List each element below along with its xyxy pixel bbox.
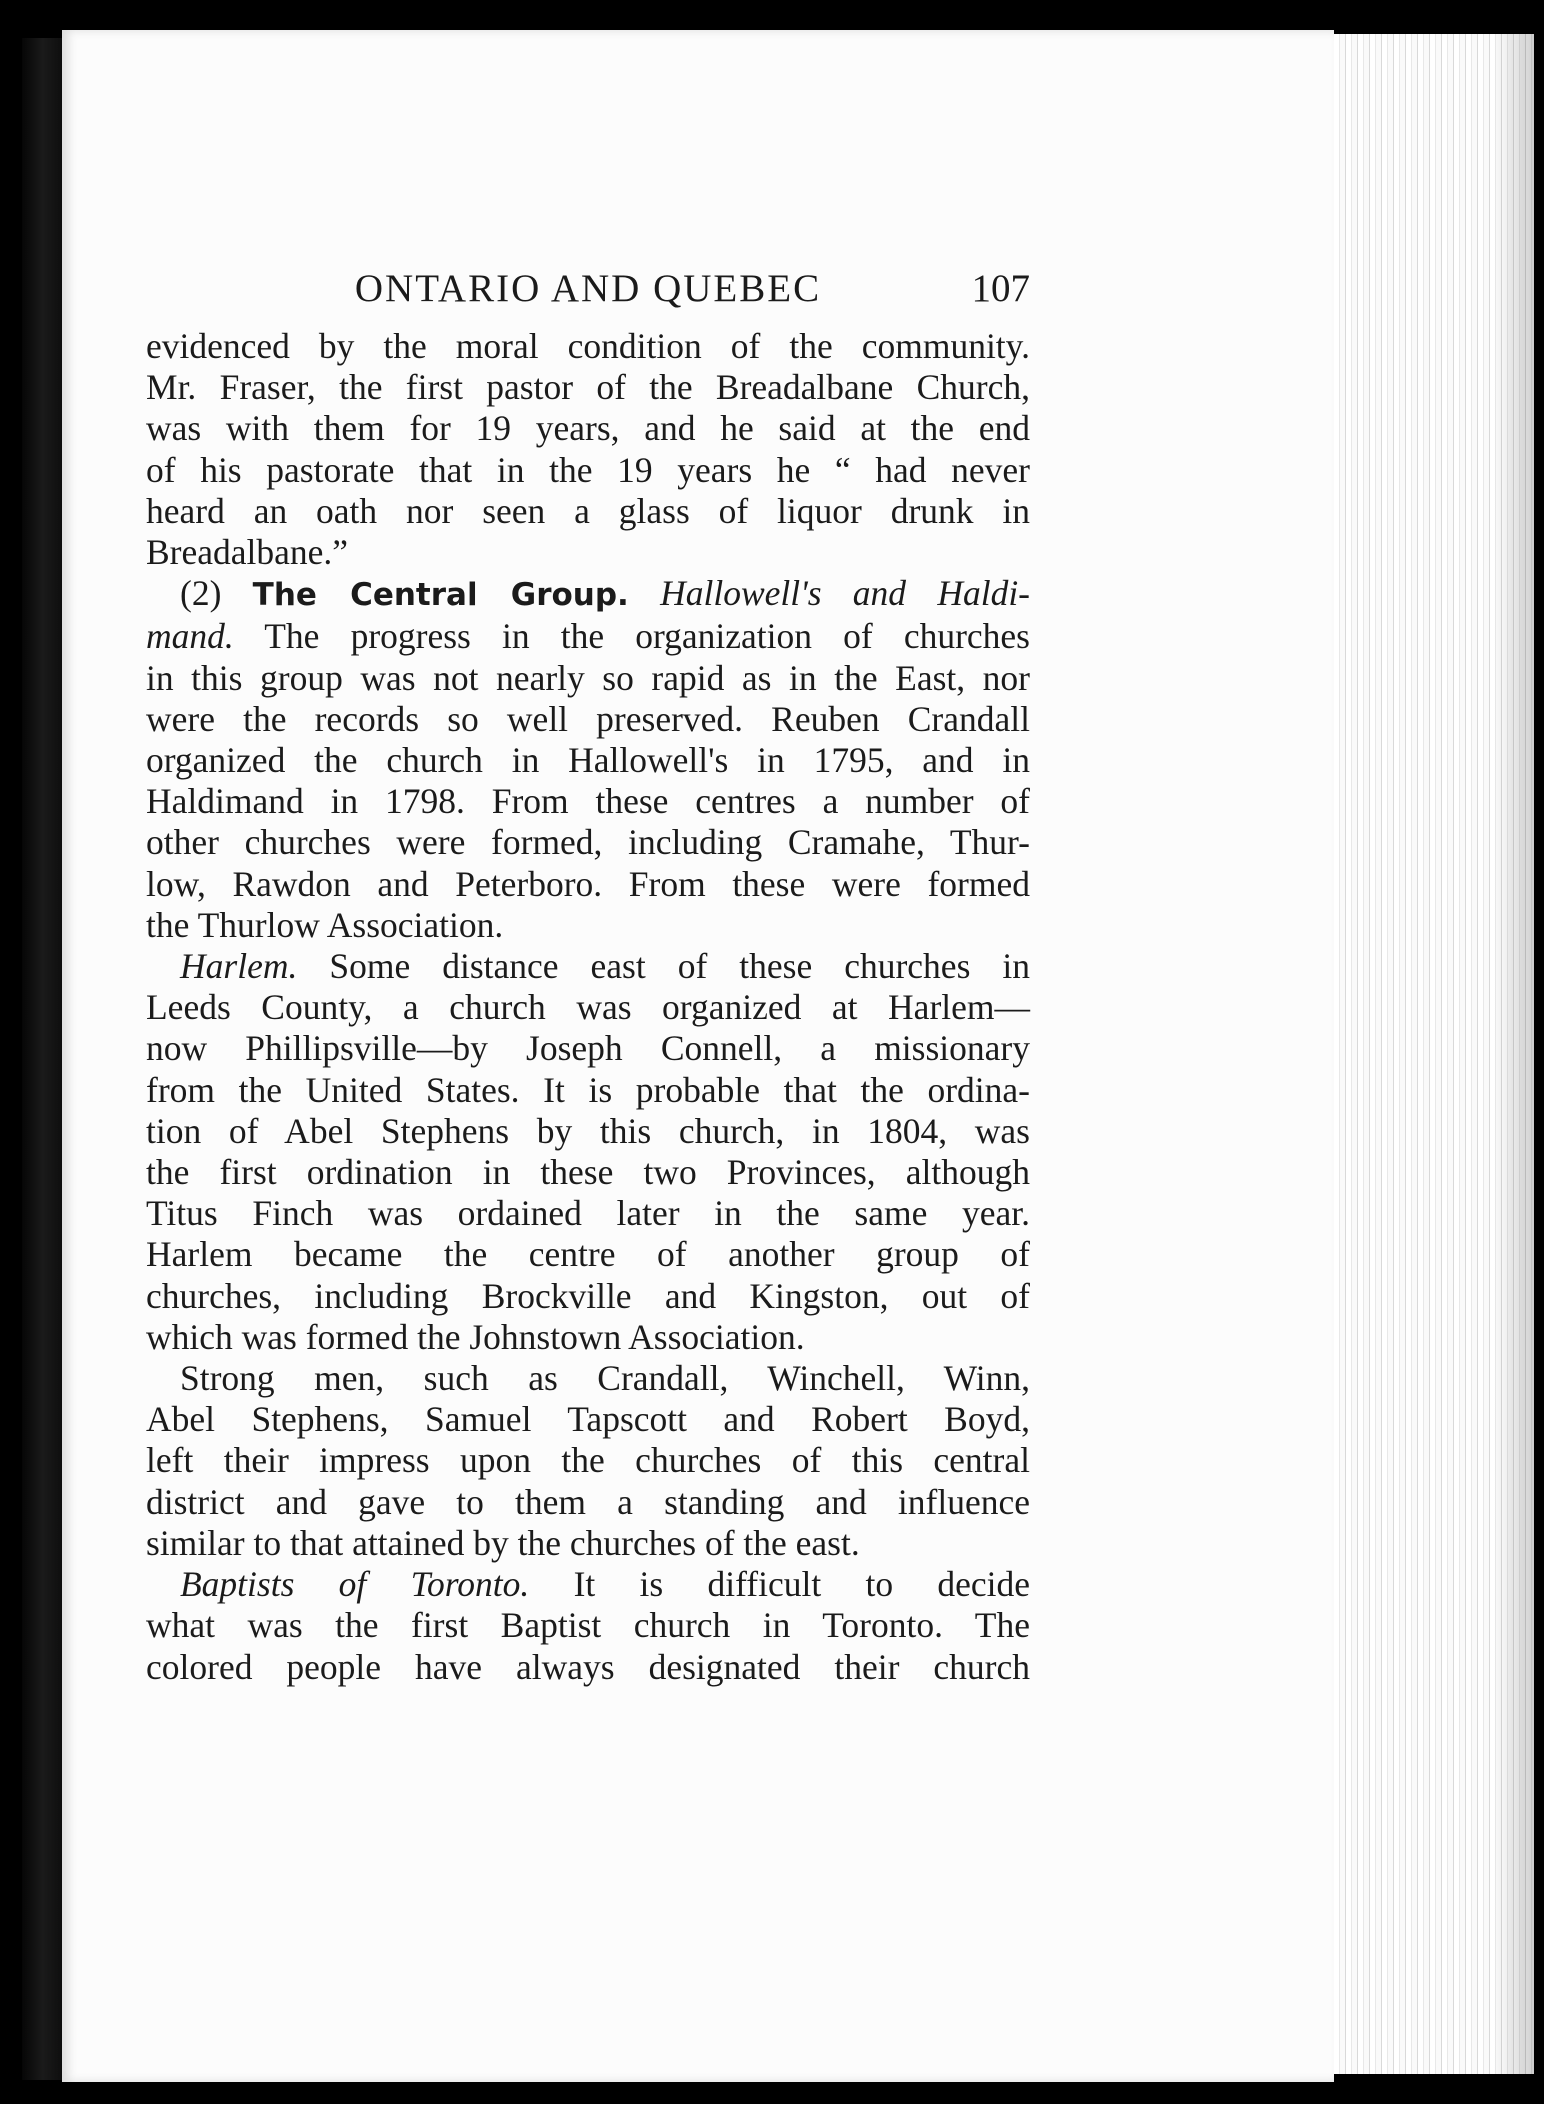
text-line: Abel Stephens, Samuel Tapscott and Robert Boyd,	[146, 1399, 1030, 1440]
text-line: Titus Finch was ordained later in the same year.	[146, 1193, 1030, 1234]
text-line: left their impress upon the churches of this central	[146, 1440, 1030, 1481]
paragraph-central-group	[146, 573, 1030, 946]
text-line: other churches were formed, including Cramahe, Thur-	[146, 822, 1030, 863]
running-head	[146, 262, 1030, 316]
text-line: churches, including Brockville and Kingston, out of	[146, 1275, 1030, 1316]
text-line: district and gave to them a standing and influence	[146, 1481, 1030, 1522]
paragraph-continuation	[146, 326, 1030, 573]
paragraph-harlem	[146, 946, 1030, 1358]
text-line: heard an oath nor seen a glass of liquor drunk in	[146, 490, 1030, 531]
text-line	[146, 1564, 1030, 1605]
text-line: the first ordination in these two Provinces, although	[146, 1152, 1030, 1193]
text-line: tion of Abel Stephens by this church, in 1804, was	[146, 1110, 1030, 1151]
text-line: were the records so well preserved. Reuben Crandall	[146, 698, 1030, 739]
subsection-heading: Harlem.	[180, 946, 298, 987]
text-line: Haldimand in 1798. From these centres a number of	[146, 781, 1030, 822]
text-run: Some distance east of these churches in	[297, 946, 1030, 987]
page-number: 107	[971, 267, 1030, 310]
text-line: in this group was not nearly so rapid as in the East, nor	[146, 657, 1030, 698]
text-line	[146, 616, 1030, 657]
text-line: evidenced by the moral condition of the community.	[146, 326, 1030, 366]
paragraph-baptists-toronto	[146, 1564, 1030, 1688]
text-line: colored people have always designated their church	[146, 1646, 1030, 1687]
subsection-heading: Baptists of Toronto.	[180, 1564, 530, 1605]
text-run: The progress in the organization of churches	[233, 616, 1030, 657]
text-line: the Thurlow Association.	[146, 904, 504, 945]
text-line: now Phillipsville—by Joseph Connell, a missionary	[146, 1028, 1030, 1069]
text-line: Harlem became the centre of another group of	[146, 1234, 1030, 1275]
text-line: Strong men, such as Crandall, Winchell, Winn,	[180, 1358, 1030, 1399]
text-line: what was the first Baptist church in Toronto. The	[146, 1605, 1030, 1646]
text-line: was with them for 19 years, and he said at the end	[146, 408, 1030, 449]
subsection-heading: Hallowell's and Haldi-	[660, 573, 1031, 614]
paragraph-strong-men	[146, 1358, 1030, 1564]
text-line: Leeds County, a church was organized at Harlem—	[146, 987, 1030, 1028]
text-line: Breadalbane.”	[146, 532, 349, 573]
text-line: of his pastorate that in the 19 years he “ had never	[146, 449, 1030, 490]
text-line: which was formed the Johnstown Association.	[146, 1316, 805, 1357]
running-title: ONTARIO AND QUEBEC	[354, 267, 822, 310]
text-line: from the United States. It is probable that the ordina-	[146, 1069, 1030, 1110]
section-heading: The Central Group.	[252, 577, 629, 614]
text-line: similar to that attained by the churches of the east.	[146, 1522, 860, 1563]
text-line	[146, 573, 1030, 616]
text-line: low, Rawdon and Peterboro. From these were formed	[146, 863, 1030, 904]
text-line: organized the church in Hallowell's in 1795, and in	[146, 740, 1030, 781]
page-text	[146, 262, 1030, 1688]
section-number: (2)	[180, 573, 222, 614]
text-line: Mr. Fraser, the first pastor of the Breadalbane Church,	[146, 367, 1030, 408]
text-run: It is difficult to decide	[529, 1564, 1030, 1605]
subsection-heading-cont: mand.	[146, 616, 234, 657]
text-line	[146, 946, 1030, 987]
